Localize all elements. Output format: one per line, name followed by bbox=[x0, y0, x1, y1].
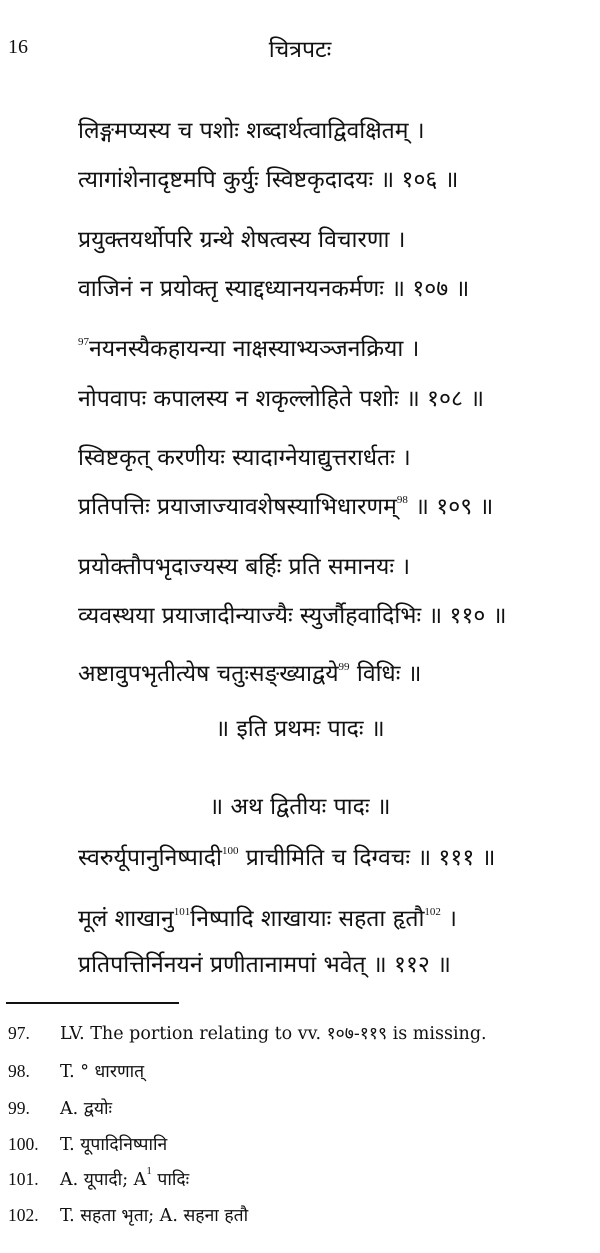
footnote-marker: 102 bbox=[424, 906, 441, 918]
section-start-heading: ॥ अथ द्वितीयः पादः ॥ bbox=[209, 794, 391, 820]
footnote-marker: 99 bbox=[338, 661, 350, 673]
section-end-heading: ॥ इति प्रथमः पादः ॥ bbox=[215, 716, 385, 742]
verse-line: व्यवस्थया प्रयाजादीन्याज्यैः स्युर्जौहवादिभिः ॥ ११० ॥ bbox=[78, 603, 507, 629]
footnote: 98. T. ° धारणात् bbox=[8, 1061, 145, 1082]
footnote: 101. A. यूपादी; $A^1$ पादिः bbox=[8, 1165, 190, 1190]
footnote: 102. T. सहता भृता; A. सहना हतौ bbox=[8, 1205, 249, 1226]
page-number: 16 bbox=[8, 36, 28, 58]
verse-line: प्रयोक्तौपभृदाज्यस्य बर्हिः प्रति समानयः । bbox=[78, 554, 411, 580]
verse-line: स्विष्टकृत् करणीयः स्यादाग्नेयाद्युत्तरार्धतः । bbox=[78, 445, 411, 471]
footnote-divider bbox=[6, 1002, 179, 1004]
verse-line: नोपवापः कपालस्य न शकृल्लोहिते पशोः ॥ १०८ ॥ bbox=[78, 386, 484, 412]
verse-line: मूलं शाखानु$^{101}$निष्पादि शाखायाः सहता हृतौ$^{102}$ । bbox=[78, 906, 457, 932]
verse-line: वाजिनं न प्रयोक्तृ स्याद्दध्यानयनकर्मणः ॥ १०७ ॥ bbox=[78, 276, 470, 302]
verse-line: $^{97}$नयनस्यैकहायन्या नाक्षस्याभ्यञ्जनक्रिया । bbox=[78, 336, 420, 362]
verse-line: प्रयुक्तयर्थोपरि ग्रन्थे शेषत्वस्य विचारणा । bbox=[78, 227, 406, 253]
footnote: 100. T. यूपादिनिष्पानि bbox=[8, 1134, 168, 1155]
verse-line: लिङ्गमप्यस्य च पशोः शब्दार्थत्वाद्विवक्षितम् । bbox=[78, 118, 425, 144]
footnote-superscript: 1 bbox=[146, 1165, 152, 1177]
footnote: 99. A. द्वयोः bbox=[8, 1098, 113, 1119]
verse-line: अष्टावुपभृतीत्येष चतुःसङ्ख्याद्वये$^{99}$ विधिः ॥ bbox=[78, 661, 422, 687]
verse-line: त्यागांशेनादृष्टमपि कुर्युः स्विष्टकृदादयः ॥ १०६ ॥ bbox=[78, 167, 459, 193]
footnote: 97. LV. The portion relating to vv. १०७-११९ is missing. bbox=[8, 1023, 487, 1044]
verse-line: प्रतिपत्तिर्निनयनं प्रणीतानामपां भवेत् ॥ ११२ ॥ bbox=[78, 952, 451, 978]
verse-line: स्वरुर्यूपानुनिष्पादी$^{100}$ प्राचीमिति च दिग्वचः ॥ १११ ॥ bbox=[78, 845, 496, 871]
page-title: चित्रपटः bbox=[268, 37, 332, 63]
verse-line: प्रतिपत्तिः प्रयाजाज्यावशेषस्याभिधारणम्$^{98}$ ॥ १०९ ॥ bbox=[78, 494, 494, 520]
footnote-marker: 97 bbox=[78, 336, 89, 348]
footnote-marker: 98 bbox=[396, 494, 408, 506]
footnote-marker: 100 bbox=[221, 845, 239, 857]
footnote-marker: 101 bbox=[173, 906, 191, 918]
